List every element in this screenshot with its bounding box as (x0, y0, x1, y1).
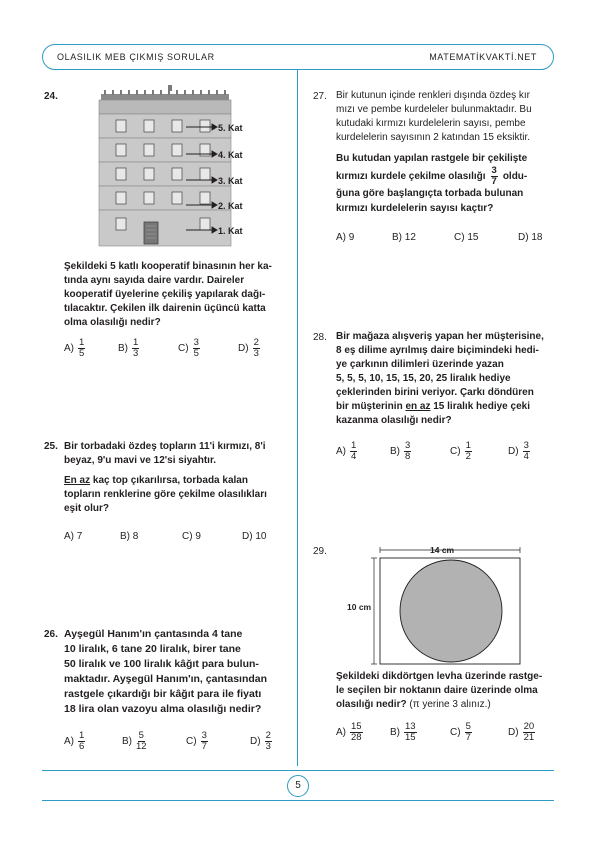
floor-label-5: 5. Kat (218, 123, 243, 133)
q24-choice-c[interactable]: C) $\frac{3}{5}$ (178, 337, 199, 359)
q29-number: 29. (313, 546, 327, 557)
q27-choice-c[interactable]: C) 15 (454, 232, 479, 243)
q26-choice-d[interactable]: D) $\frac{2}{3}$ (250, 730, 271, 752)
q25-choice-d[interactable]: D) 10 (242, 531, 267, 542)
q28-choice-a[interactable]: A) $\frac{1}{4}$ (336, 440, 357, 462)
q26-choice-b[interactable]: B) $\frac{5}{12}$ (122, 730, 147, 752)
q28-choice-c[interactable]: C) $\frac{1}{2}$ (450, 440, 471, 462)
q29-choice-d[interactable]: D) $\frac{20}{21}$ (508, 721, 535, 743)
q25-number: 25. (44, 441, 58, 452)
footer-line-bottom (42, 800, 554, 801)
q24-number: 24. (44, 91, 58, 102)
floor-label-3: 3. Kat (218, 176, 243, 186)
footer-line-top (42, 770, 554, 771)
floor-label-4: 4. Kat (218, 150, 243, 160)
q27-choice-a[interactable]: A) 9 (336, 232, 355, 243)
q28-text: Bir mağaza alışveriş yapan her müşterisine, 8 eş dilime ayrılmış daire biçimindeki hedi- ye çarkının dilimleri üzerinde yazan 5, 5, 5, 10, 15, 15, 20, 25 liralık hediye çeklerinden birini veriyor. Çarkı döndüren bir müşterinin en az 15 liralık hediye çeki kazanma olasılığı nedir? (336, 331, 544, 426)
q26-number: 26. (44, 629, 58, 640)
q29-text: Şekildeki dikdörtgen levha üzerinde rastge- le seçilen bir noktanın daire üzerinde olma olasılığı nedir? (π yerine 3 alınız.) (336, 671, 543, 710)
q25-choice-c[interactable]: C) 9 (182, 531, 201, 542)
header-title: OLASILIK MEB ÇIKMIŞ SORULAR (57, 52, 215, 62)
page-header (42, 44, 554, 70)
width-label: 14 cm (430, 545, 455, 555)
height-label: 10 cm (347, 602, 372, 612)
q27-choice-b[interactable]: B) 12 (392, 232, 416, 243)
q25-choice-b[interactable]: B) 8 (120, 531, 139, 542)
q28-choice-b[interactable]: B) $\frac{3}{8}$ (390, 440, 411, 462)
q26-text: Ayşegül Hanım'ın çantasında 4 tane 10 liralık, 6 tane 20 liralık, birer tane 50 liralık ve 100 liralık kâğıt para bulun- maktadır. Ayşegül Hanım'ın, çantasından rastgele çıkardığı bir kâğıt para ile fiyatı 18 lira olan vazoyu alma olasılığı nedir? (64, 628, 268, 715)
q29-choice-b[interactable]: B) $\frac{13}{15}$ (390, 721, 416, 743)
q27-intro: Bir kutunun içinde renkleri dışında özdeş kır mızı ve pembe kurdeleler bulunmaktadır. Bu kutudaki kırmızı kurdelelerin sayısı, pembe kurdelelerin sayısının 2 katından 15 eksiktir. (336, 90, 532, 143)
q26-choice-c[interactable]: C) $\frac{3}{7}$ (186, 730, 207, 752)
q28-choice-d[interactable]: D) $\frac{3}{4}$ (508, 440, 529, 462)
q25-choice-a[interactable]: A) 7 (64, 531, 83, 542)
q26-choice-a[interactable]: A) $\frac{1}{6}$ (64, 730, 85, 752)
q25-text: Bir torbadaki özdeş topların 11'i kırmızı, 8'i beyaz, 9'u mavi ve 12'si siyahtır. En az kaç top çıkarılırsa, torbada kalan topların renklerine göre çekilme olasılıkları eşit olur? (64, 441, 267, 514)
q27-question: Bu kutudan yapılan rastgele bir çekilişte kırmızı kurdele çekilme olasılığı $\frac{3}{7}$ oldu- ğuna göre başlangıçta torbada bulunan kırmızı kurdelelerin sayısı kaçtır? (336, 153, 528, 214)
page-number: 5 (287, 775, 309, 797)
q24-choice-d[interactable]: D) $\frac{2}{3}$ (238, 337, 259, 359)
floor-label-1: 1. Kat (218, 226, 243, 236)
floor-label-2: 2. Kat (218, 201, 243, 211)
q28-number: 28. (313, 332, 327, 343)
q27-number: 27. (313, 91, 327, 102)
q29-choice-c[interactable]: C) $\frac{5}{7}$ (450, 721, 471, 743)
q27-choice-d[interactable]: D) 18 (518, 232, 543, 243)
column-divider (297, 70, 298, 766)
q24-choice-b[interactable]: B) $\frac{1}{3}$ (118, 337, 139, 359)
q29-choice-a[interactable]: A) $\frac{15}{28}$ (336, 721, 362, 743)
q24-text: Şekildeki 5 katlı kooperatif binasının her ka- tında aynı sayıda daire vardır. Daireler kooperatif üyelerine çekiliş yapılarak dağı- tılacaktır. Çekilen ilk dairenin üçüncü katta olma olasılığı nedir? (64, 261, 272, 328)
header-site: MATEMATİKVAKTİ.NET (429, 52, 537, 62)
q24-choice-a[interactable]: A) $\frac{1}{5}$ (64, 337, 85, 359)
